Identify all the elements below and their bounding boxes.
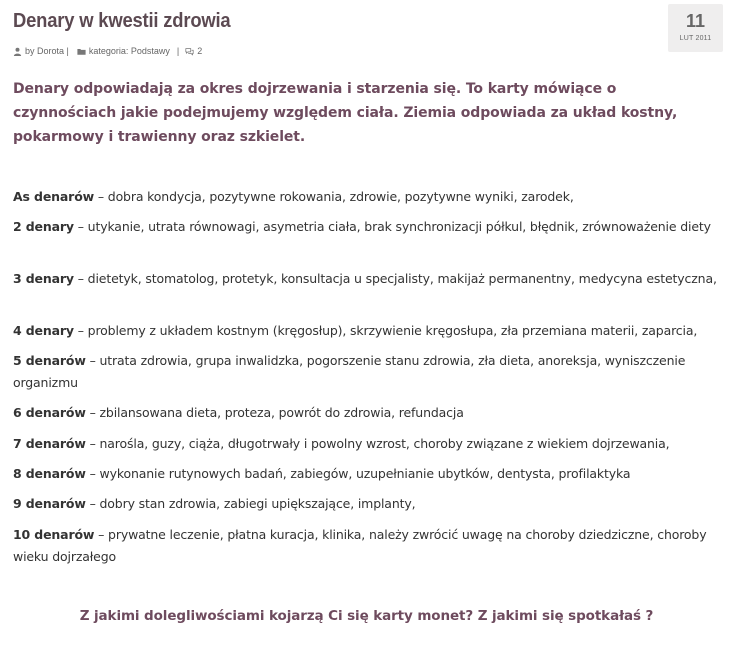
post-date-day: 11 (685, 11, 706, 31)
post-meta (13, 44, 202, 58)
list-item-text: – problemy z układem kostnym (kręgosłup), skrzywienie kręgosłupa, zła przemiana materii, zaparcia, (73, 323, 698, 338)
post-title[interactable]: Denary w kwestii zdrowia (13, 10, 231, 32)
list-item (13, 463, 723, 485)
list-item-text: – wykonanie rutynowych badań, zabiegów, uzupełnianie ubytków, dentysta, profilaktyka (85, 466, 631, 481)
closing-question: Z jakimi dolegliwościami kojarzą Ci się karty monet? Z jakimi się spotkałaś ? (79, 608, 654, 624)
list-item (13, 350, 723, 394)
list-item (13, 402, 723, 424)
list-item (13, 433, 723, 455)
list-item-term: 9 denarów (13, 496, 86, 511)
list-item-text: – dobry stan zdrowia, zabiegi upiększające, implanty, (85, 496, 416, 511)
user-icon (13, 47, 22, 56)
list-item-term: As denarów (13, 189, 95, 204)
list-item-term: 10 denarów (13, 527, 95, 542)
list-item (13, 216, 723, 238)
list-item-text: – narośla, guzy, ciąża, długotrwały i powolny wzrost, choroby związane z wiekiem dojrzewania, (85, 436, 670, 451)
list-item (13, 320, 723, 342)
comments-count-link[interactable]: 2 (197, 46, 203, 56)
list-item-term: 3 denary (13, 271, 74, 286)
folder-icon (77, 47, 86, 56)
list-item-term: 7 denarów (13, 436, 86, 451)
list-item (13, 493, 723, 515)
list-item-term: 4 denary (13, 323, 74, 338)
list-item-text: – zbilansowana dieta, proteza, powrót do zdrowia, refundacja (85, 405, 464, 420)
list-item-term: 6 denarów (13, 405, 86, 420)
list-item-term: 5 denarów (13, 353, 86, 368)
list-item-text: – utykanie, utrata równowagi, asymetria ciała, brak synchronizacji półkul, błędnik, zrównoważenie diety (73, 219, 711, 234)
post-intro: Denary odpowiadają za okres dojrzewania i starzenia się. To karty mówiące o czynnościach jakie podejmujemy względem ciała. Ziemia odpowiada za układ kostny, pokarmowy i trawienny oraz szkielet. (13, 81, 678, 145)
comments-icon[interactable] (185, 47, 194, 56)
list-item (13, 524, 723, 568)
post-category-link[interactable]: kategoria: Podstawy (88, 46, 170, 56)
list-item-term: 8 denarów (13, 466, 86, 481)
list-item-text: – dietetyk, stomatolog, protetyk, konsultacja u specjalisty, makijaż permanentny, medycyna estetyczna, (73, 271, 717, 286)
list-item-text: – utrata zdrowia, grupa inwalidzka, pogorszenie stanu zdrowia, zła dieta, anoreksja, wyniszczenie organizmu (13, 353, 686, 390)
meta-separator: | (176, 46, 180, 56)
post-author[interactable]: by Dorota | (25, 46, 69, 56)
list-item-text: – prywatne leczenie, płatna kuracja, klinika, należy zwrócić uwagę na choroby dziedziczne, choroby wieku dojrzałego (13, 527, 707, 564)
post-date-month-year: LUT 2011 (679, 35, 712, 42)
list-item (13, 186, 723, 208)
list-item (13, 268, 723, 290)
post-date-badge (668, 4, 723, 52)
list-item-term: 2 denary (13, 219, 74, 234)
list-item-text: – dobra kondycja, pozytywne rokowania, zdrowie, pozytywne wyniki, zarodek, (94, 189, 574, 204)
